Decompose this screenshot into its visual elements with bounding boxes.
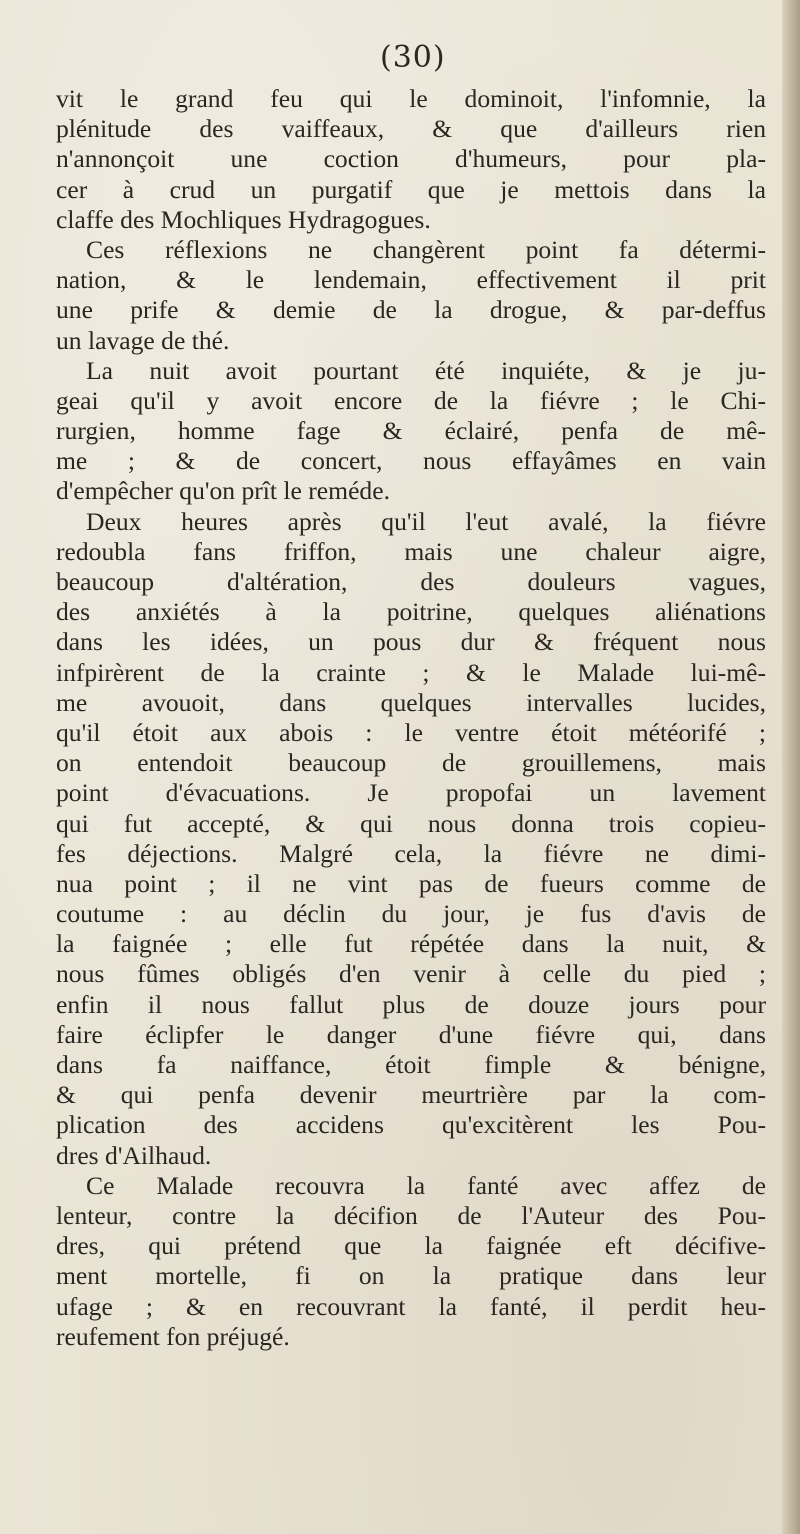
text-line: me avouoit, dans quelques intervalles lucides, (56, 687, 766, 717)
text-line: dres, qui prétend que la faignée eft décifive- (56, 1231, 766, 1261)
text-line: la faignée ; elle fut répétée dans la nuit, & (56, 929, 766, 959)
text-line: fes déjections. Malgré cela, la fiévre ne dimi- (56, 838, 766, 868)
text-line: lenteur, contre la décifion de l'Auteur des Pou- (56, 1200, 766, 1230)
text-line: enfin il nous fallut plus de douze jours pour (56, 989, 766, 1019)
text-line: dres d'Ailhaud. (56, 1140, 212, 1170)
text-line: Ces réflexions ne changèrent point fa détermi- (86, 234, 766, 264)
text-line: me ; & de concert, nous effayâmes en vain (56, 446, 766, 476)
page-number: (30) (380, 40, 446, 75)
page-edge (782, 0, 800, 1534)
text-line: rurgien, homme fage & éclairé, penfa de mê- (56, 416, 766, 446)
text-line: dans fa naiffance, étoit fimple & bénigne, (56, 1050, 766, 1079)
text-line: d'empêcher qu'on prît le reméde. (56, 476, 390, 506)
text-line: un lavage de thé. (56, 325, 230, 355)
text-line: ufage ; & en recouvrant la fanté, il perdit heu- (56, 1291, 766, 1321)
text-line: La nuit avoit pourtant été inquiéte, & je ju- (86, 355, 766, 385)
text-line: dans les idées, un pous dur & fréquent nous (56, 627, 766, 657)
text-line: une prife & demie de la drogue, & par-deffus (56, 295, 766, 325)
text-line: des anxiétés à la poitrine, quelques aliénations (56, 597, 766, 627)
text-line: coutume : au déclin du jour, je fus d'avis de (56, 899, 766, 929)
text-line: beaucoup d'altération, des douleurs vagues, (56, 567, 766, 596)
text-line: faire éclipfer le danger d'une fiévre qui, dans (56, 1019, 766, 1049)
text-line: n'annonçoit une coction d'humeurs, pour pla- (56, 144, 766, 174)
text-line: nation, & le lendemain, effectivement il prit (56, 265, 766, 295)
text-line: & qui penfa devenir meurtrière par la com- (56, 1080, 766, 1110)
body-text (56, 84, 766, 1352)
text-line: vit le grand feu qui le dominoit, l'infomnie, la (56, 84, 766, 113)
text-line: on entendoit beaucoup de grouillemens, mais (56, 748, 766, 778)
text-line: reufement fon préjugé. (56, 1321, 290, 1351)
text-line: qui fut accepté, & qui nous donna trois copieu- (56, 808, 766, 838)
text-line: claffe des Mochliques Hydragogues. (56, 204, 431, 234)
text-line: qu'il étoit aux abois : le ventre étoit météorifé ; (56, 717, 766, 747)
text-line: ment mortelle, fi on la pratique dans leur (56, 1261, 766, 1291)
text-line: infpirèrent de la crainte ; & le Malade lui-mê- (56, 657, 766, 687)
text-line: plication des accidens qu'excitèrent les Pou- (56, 1110, 766, 1140)
text-line: nua point ; il ne vint pas de fueurs comme de (56, 868, 766, 898)
text-line: nous fûmes obligés d'en venir à celle du pied ; (56, 959, 766, 989)
text-line: Ce Malade recouvra la fanté avec affez de (86, 1170, 766, 1200)
text-line: redoubla fans friffon, mais une chaleur aigre, (56, 536, 766, 566)
text-line: cer à crud un purgatif que je mettois dans la (56, 174, 766, 204)
text-line: Deux heures après qu'il l'eut avalé, la fiévre (86, 506, 766, 536)
text-line: point d'évacuations. Je propofai un lavement (56, 778, 766, 808)
text-line: geai qu'il y avoit encore de la fiévre ; le Chi- (56, 385, 766, 415)
text-line: plénitude des vaiffeaux, & que d'ailleurs rien (56, 114, 766, 144)
